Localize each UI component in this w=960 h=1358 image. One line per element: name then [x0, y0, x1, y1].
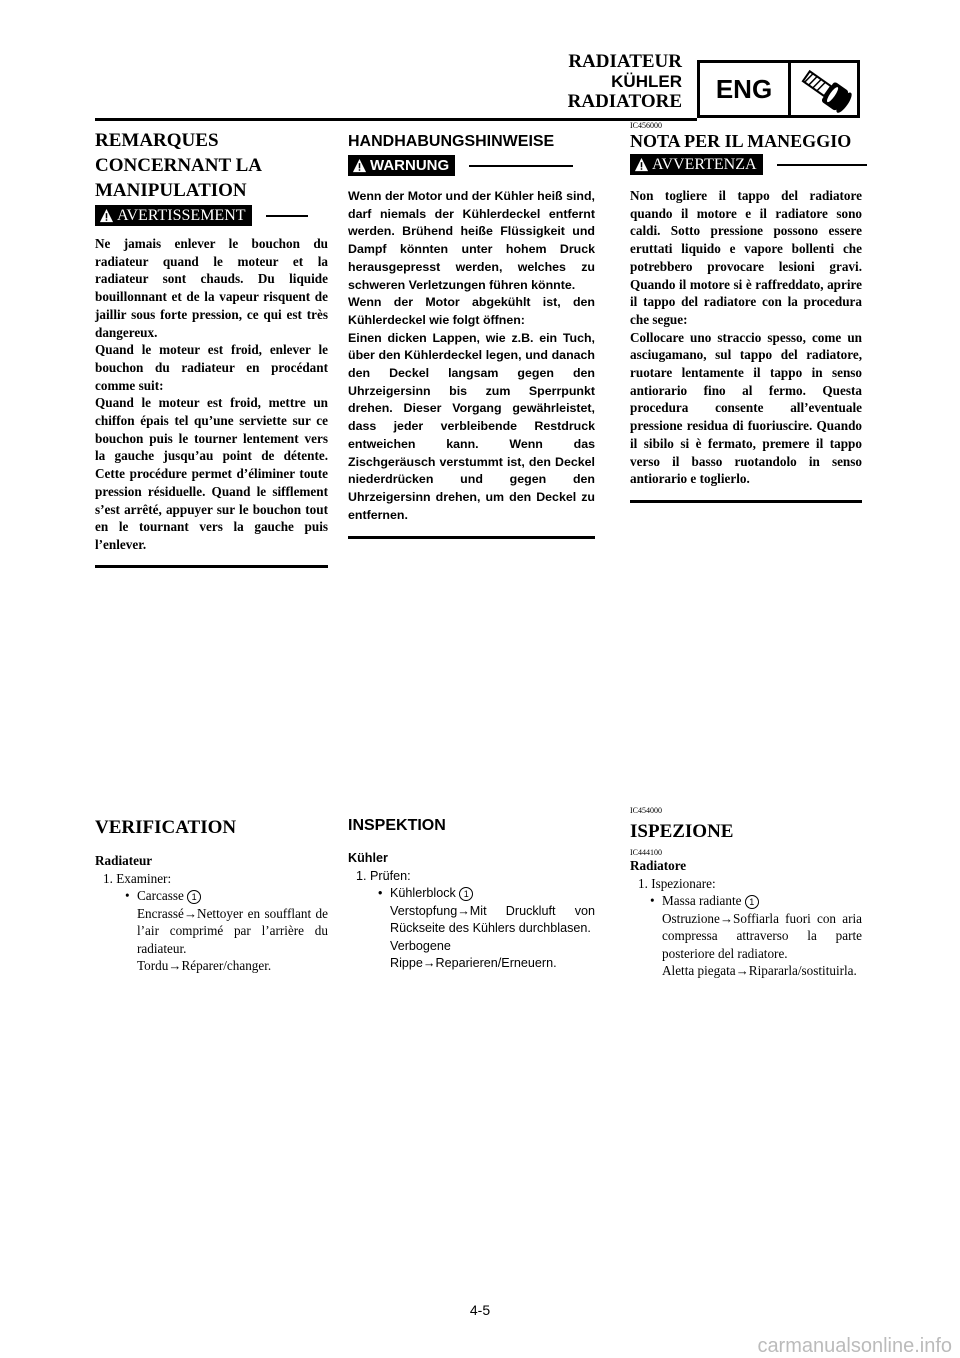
section-tab-label: ENG — [715, 73, 773, 104]
de-item-detail: Verbogene Rippe→Reparieren/Erneuern. — [390, 938, 557, 970]
fr-warning-text — [95, 235, 328, 554]
callout-number: 1 — [459, 887, 473, 901]
de-warning-badge — [348, 155, 455, 176]
de-warning-line — [469, 165, 573, 167]
fr-warning-paragraph: Quand le moteur est froid, mettre un chiffon épais tel qu’une serviette sur ce bouchon puis le tourner lentement vers la gauche jusqu’au point de détente. Cette procédure permet d’éliminer toute pression résiduelle. Quand le sifflement s’est arrêté, appuyer sur le bouchon tout en le tournant vers la gauche puis l’enlever. — [95, 395, 328, 552]
column-fr — [95, 128, 328, 568]
it-step: 1. Ispezionare: — [638, 875, 716, 891]
it-warning-text — [630, 187, 862, 488]
de-warning-paragraph: Einen dicken Lappen, wie z.B. ein Tuch, über den Kühlerdeckel legen, und danach den Deckel langsam gegen den Uhrzeigersinn bis zum Sperrpunkt drehen. Dieser Vorgang gewährleistet, dass jeder verbleibende Restdruck entweichen kann. Wenn das Zischgeräusch verstummt ist, den Deckel niederdrücken und gegen den Uhrzeigersinn drehen, um den Deckel zu entfernen. — [348, 330, 595, 522]
fr-item-label: Carcasse — [137, 888, 184, 903]
de-item-details — [348, 903, 595, 973]
it-item-label: Massa radiante — [662, 893, 742, 908]
de-warning-label: WARNUNG — [370, 157, 450, 174]
fr-warning-paragraph: Quand le moteur est froid, enlever le bouchon du radiateur en procédant comme suit: — [95, 342, 328, 393]
fr-warning-badge — [95, 205, 252, 226]
it-inspection-sub: Radiatore — [630, 858, 687, 873]
fr-item-details — [95, 905, 328, 975]
callout-number: 1 — [745, 895, 759, 909]
it-warning-end-rule — [630, 500, 862, 503]
fr-warning-bar — [95, 205, 328, 226]
header-rule — [95, 118, 697, 121]
de-step: 1. Prüfen: — [356, 868, 411, 883]
de-item-detail: Verstopfung→Mit Druckluft von Rückseite des Kühlers durchblasen. — [390, 903, 595, 935]
warning-triangle-icon — [99, 208, 114, 223]
fr-heading-line: MANIPULATION — [95, 180, 247, 201]
fr-inspection-sub: Radiateur — [95, 853, 153, 868]
it-warning-badge — [630, 154, 763, 175]
fr-step: 1. Examiner: — [103, 870, 172, 886]
it-item-detail: Aletta piegata→Ripararla/sostituirla. — [662, 963, 857, 978]
it-section-code: IC456000 — [630, 121, 662, 130]
it-sub-code: IC444100 — [630, 848, 662, 857]
it-warning-line — [777, 164, 867, 166]
header-title-it: RADIATORE — [567, 91, 682, 112]
bullet-icon: • — [125, 888, 130, 903]
fr-warning-line — [266, 215, 308, 217]
bullet-icon: • — [378, 886, 383, 900]
page-number: 4-5 — [469, 1302, 491, 1318]
column-it — [630, 121, 862, 503]
it-warning-label: AVVERTENZA — [652, 155, 757, 173]
header-title-fr: RADIATEUR — [568, 51, 682, 72]
it-heading: NOTA PER IL MANEGGIO — [630, 131, 852, 151]
fr-heading — [95, 128, 328, 203]
de-inspection-heading: INSPEKTION — [348, 817, 446, 834]
bullet-icon: • — [650, 893, 655, 908]
fr-inspection-heading: VERIFICATION — [95, 817, 237, 838]
de-warning-paragraph: Wenn der Motor abgekühlt ist, den Kühlerdeckel wie folgt öffnen: — [348, 295, 595, 327]
de-inspection-sub: Kühler — [348, 851, 388, 865]
it-warning-paragraph: Non togliere il tappo del radiatore quando il motore e il radiatore sono caldi. Sotto pressione possono essere eruttati liquido e vapore bollenti che potrebbero provocare lesioni gravi. Quando il motore si è raffreddato, aprire il tappo del radiatore con la procedura che segue: — [630, 188, 862, 327]
page-header-titles — [568, 52, 682, 112]
fr-inspection — [95, 815, 328, 975]
de-inspection — [348, 815, 595, 973]
fr-item-detail: Tordu→Réparer/changer. — [137, 958, 272, 973]
column-de — [348, 131, 595, 539]
de-warning-paragraph: Wenn der Motor und der Kühler heiß sind, darf niemals der Kühlerdeckel entfernt werden. Brühend heiße Flüssigkeit und Dampf könnten unter hohem Druck herausgepresst werden, welches zu schweren Verletzungen führen könnte. — [348, 189, 595, 292]
it-item-detail: Ostruzione→Soffiarla fuori con aria compressa attraverso la parte posteriore del radiatore. — [662, 910, 862, 961]
callout-number: 1 — [187, 890, 201, 904]
it-inspection-heading: ISPEZIONE — [630, 821, 734, 842]
it-item — [630, 892, 862, 910]
warning-triangle-icon — [352, 158, 367, 173]
fr-item-text — [137, 887, 201, 905]
it-inspection-code: IC454000 — [630, 806, 662, 815]
de-warning-bar — [348, 155, 595, 176]
fr-heading-line: CONCERNANT LA — [95, 155, 262, 176]
de-item — [348, 885, 595, 903]
de-warning-end-rule — [348, 536, 595, 539]
de-warning-text — [348, 188, 595, 524]
it-warning-paragraph: Collocare uno straccio spesso, come un asciugamano, sul tappo del radiatore, ruotare lentamente il tappo in senso antiorario fino al fermo. Questa procedura consente all’eventuale pressione residua di fuoriuscire. Quando il sibilo si è fermato, premere il tappo verso il basso ruotandolo in senso antiorario e toglierlo. — [630, 329, 862, 487]
fr-warning-end-rule — [95, 565, 328, 568]
it-inspection — [630, 806, 862, 980]
section-tab — [697, 60, 860, 118]
header-title-de: KÜHLER — [611, 72, 682, 91]
section-tab-divider — [788, 63, 791, 115]
fr-item — [95, 887, 328, 905]
fr-warning-label: AVERTISSEMENT — [117, 206, 246, 224]
wrench-bolt-icon — [796, 67, 856, 113]
fr-item-detail: Encrassé→Nettoyer en soufflant de l’air comprimé par l’arrière du radiateur. — [137, 905, 328, 956]
de-item-text — [390, 885, 473, 903]
fr-warning-paragraph: Ne jamais enlever le bouchon du radiateur quand le moteur et la radiateur sont chauds. Du liquide bouillonnant et de la vapeur risquent de jaillir sous forte pression, ce qui est très dangereux. — [95, 236, 328, 340]
de-item-label: Kühlerblock — [390, 886, 456, 900]
watermark-text: carmanualsonline.info — [757, 1335, 952, 1357]
it-warning-bar — [630, 154, 862, 175]
it-item-details — [630, 910, 862, 980]
de-heading: HANDHABUNGSHINWEISE — [348, 133, 555, 150]
it-item-text — [662, 892, 759, 910]
fr-heading-line: REMARQUES — [95, 130, 219, 151]
warning-triangle-icon — [634, 157, 649, 172]
